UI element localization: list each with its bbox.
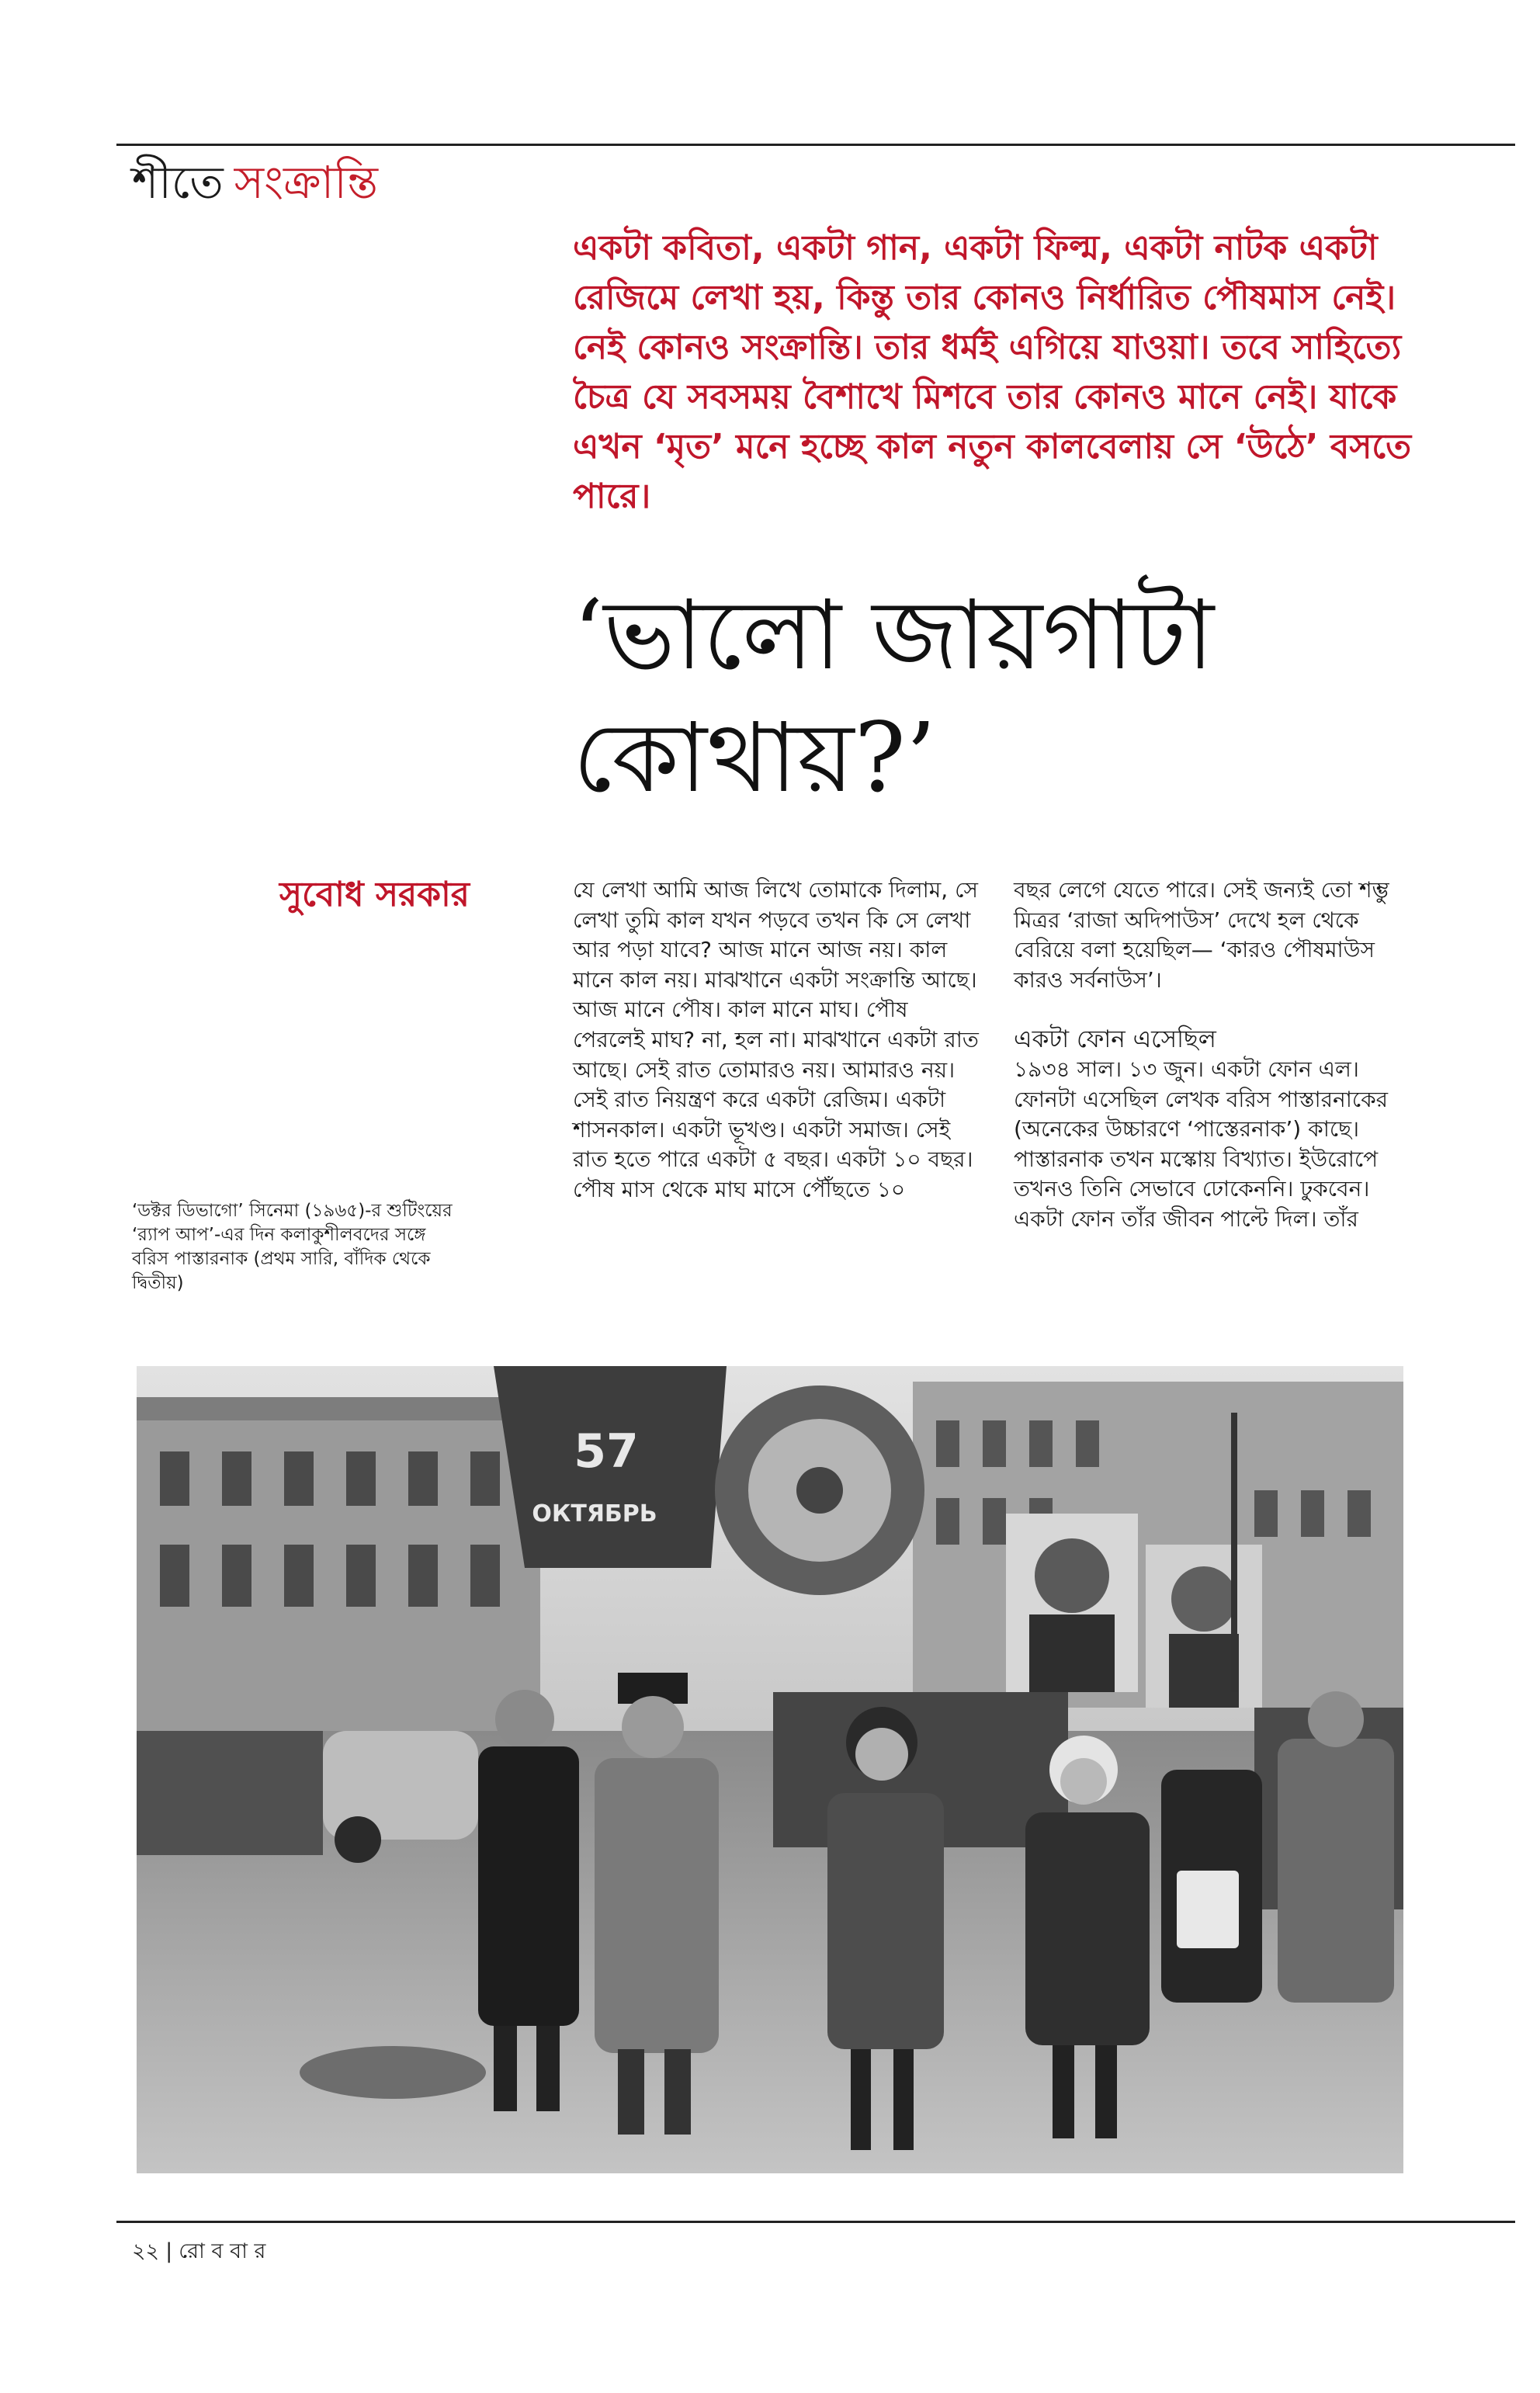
section-label	[132, 155, 378, 210]
footer-separator: |	[165, 2239, 173, 2263]
page-number: ২২	[132, 2239, 160, 2263]
october-banner	[494, 1366, 924, 1595]
body-paragraph: বছর লেগে যেতে পারে। সেই জন্যই তো শম্ভু মিত্রর ‘রাজা অদিপাউস’ দেখে হল থেকে বেরিয়ে বলা হয়েছিল— ‘কারও পৌষমাউস কারও সর্বনাউস’।	[1014, 877, 1389, 993]
headline: ‘ভালো জায়গাটা কোথায়?’	[573, 580, 1215, 814]
body-paragraph: ১৯৩৪ সাল। ১৩ জুন। একটা ফোন এল। ফোনটা এসেছিল লেখক বরিস পাস্তারনাকের (অনেকের উচ্চারণে ‘পাস্তেরনাক’) কাছে। পাস্তারনাক তখন মস্কোয় বিখ্যাত। ইউরোপে তখনও তিনি সেভাবে ঢোকেননি। ঢুকবেন। একটা ফোন তাঁর জীবন পাল্টে দিল। তাঁর	[1014, 1056, 1389, 1232]
parade-photo-illustration	[137, 1366, 1403, 2173]
building-left	[137, 1397, 540, 1731]
author-name: সুবোধ সরকার	[279, 875, 470, 914]
body-paragraph: যে লেখা আমি আজ লিখে তোমাকে দিলাম, সে লেখা তুমি কাল যখন পড়বে তখন কি সে লেখা আর পড়া যাবে? আজ মানে আজ নয়। কাল মানে কাল নয়। মাঝখানে একটা সংক্রান্তি আছে। আজ মানে পৌষ। কাল মানে মাঘ। পৌষ পেরলেই মাঘ? না, হল না। মাঝখানে একটা রাত আছে। সেই রাত তোমারও নয়। আমারও নয়। সেই রাত নিয়ন্ত্রণ করে একটা রেজিম। একটা শাসনকাল। একটা ভূখণ্ড। একটা সমাজ। সেই রাত হতে পারে একটা ৫ বছর। একটা ১০ বছর। পৌষ মাস থেকে মাঘ মাসে পৌঁছতে ১০	[573, 877, 979, 1202]
banner-text: ОКТЯБРЬ	[532, 1500, 657, 1528]
page-footer	[132, 2239, 265, 2265]
intro-text: একটা কবিতা, একটা গান, একটা ফিল্ম, একটা নাটক একটা রেজিমে লেখা হয়, কিন্তু তার কোনও নির্ধারিত পৌষমাস নেই। নেই কোনও সংক্রান্তি। তার ধর্মই এগিয়ে যাওয়া। তবে সাহিত্যে চৈত্র যে সবসময় বৈশাখে মিশবে তার কোনও মানে নেই। যাকে এখন ‘মৃত’ মনে হচ্ছে কাল নতুন কালবেলায় সে ‘উঠে’ বসতে পারে।	[573, 228, 1412, 516]
parade-photo	[137, 1366, 1403, 2173]
section-label-black: শীতে	[132, 156, 224, 209]
section-label-red: সংক্রান্তি	[234, 156, 378, 209]
banner-number: 57	[574, 1424, 639, 1479]
photo-caption: ‘ডক্টর ডিভাগো’ সিনেমা (১৯৬৫)-র শুটিংয়ের ‘র‍্যাপ আপ’-এর দিন কলাকুশীলবদের সঙ্গে বরিস পাস্তারনাক (প্রথম সারি, বাঁদিক থেকে দ্বিতীয়)	[132, 1201, 453, 1293]
top-rule	[116, 144, 1515, 146]
magazine-name: রো ব বা র	[179, 2239, 266, 2263]
body-column-1	[573, 876, 984, 1205]
bottom-rule	[116, 2221, 1515, 2223]
subheading: একটা ফোন এসেছিল	[1014, 1025, 1216, 1054]
body-column-2	[1014, 876, 1425, 1235]
